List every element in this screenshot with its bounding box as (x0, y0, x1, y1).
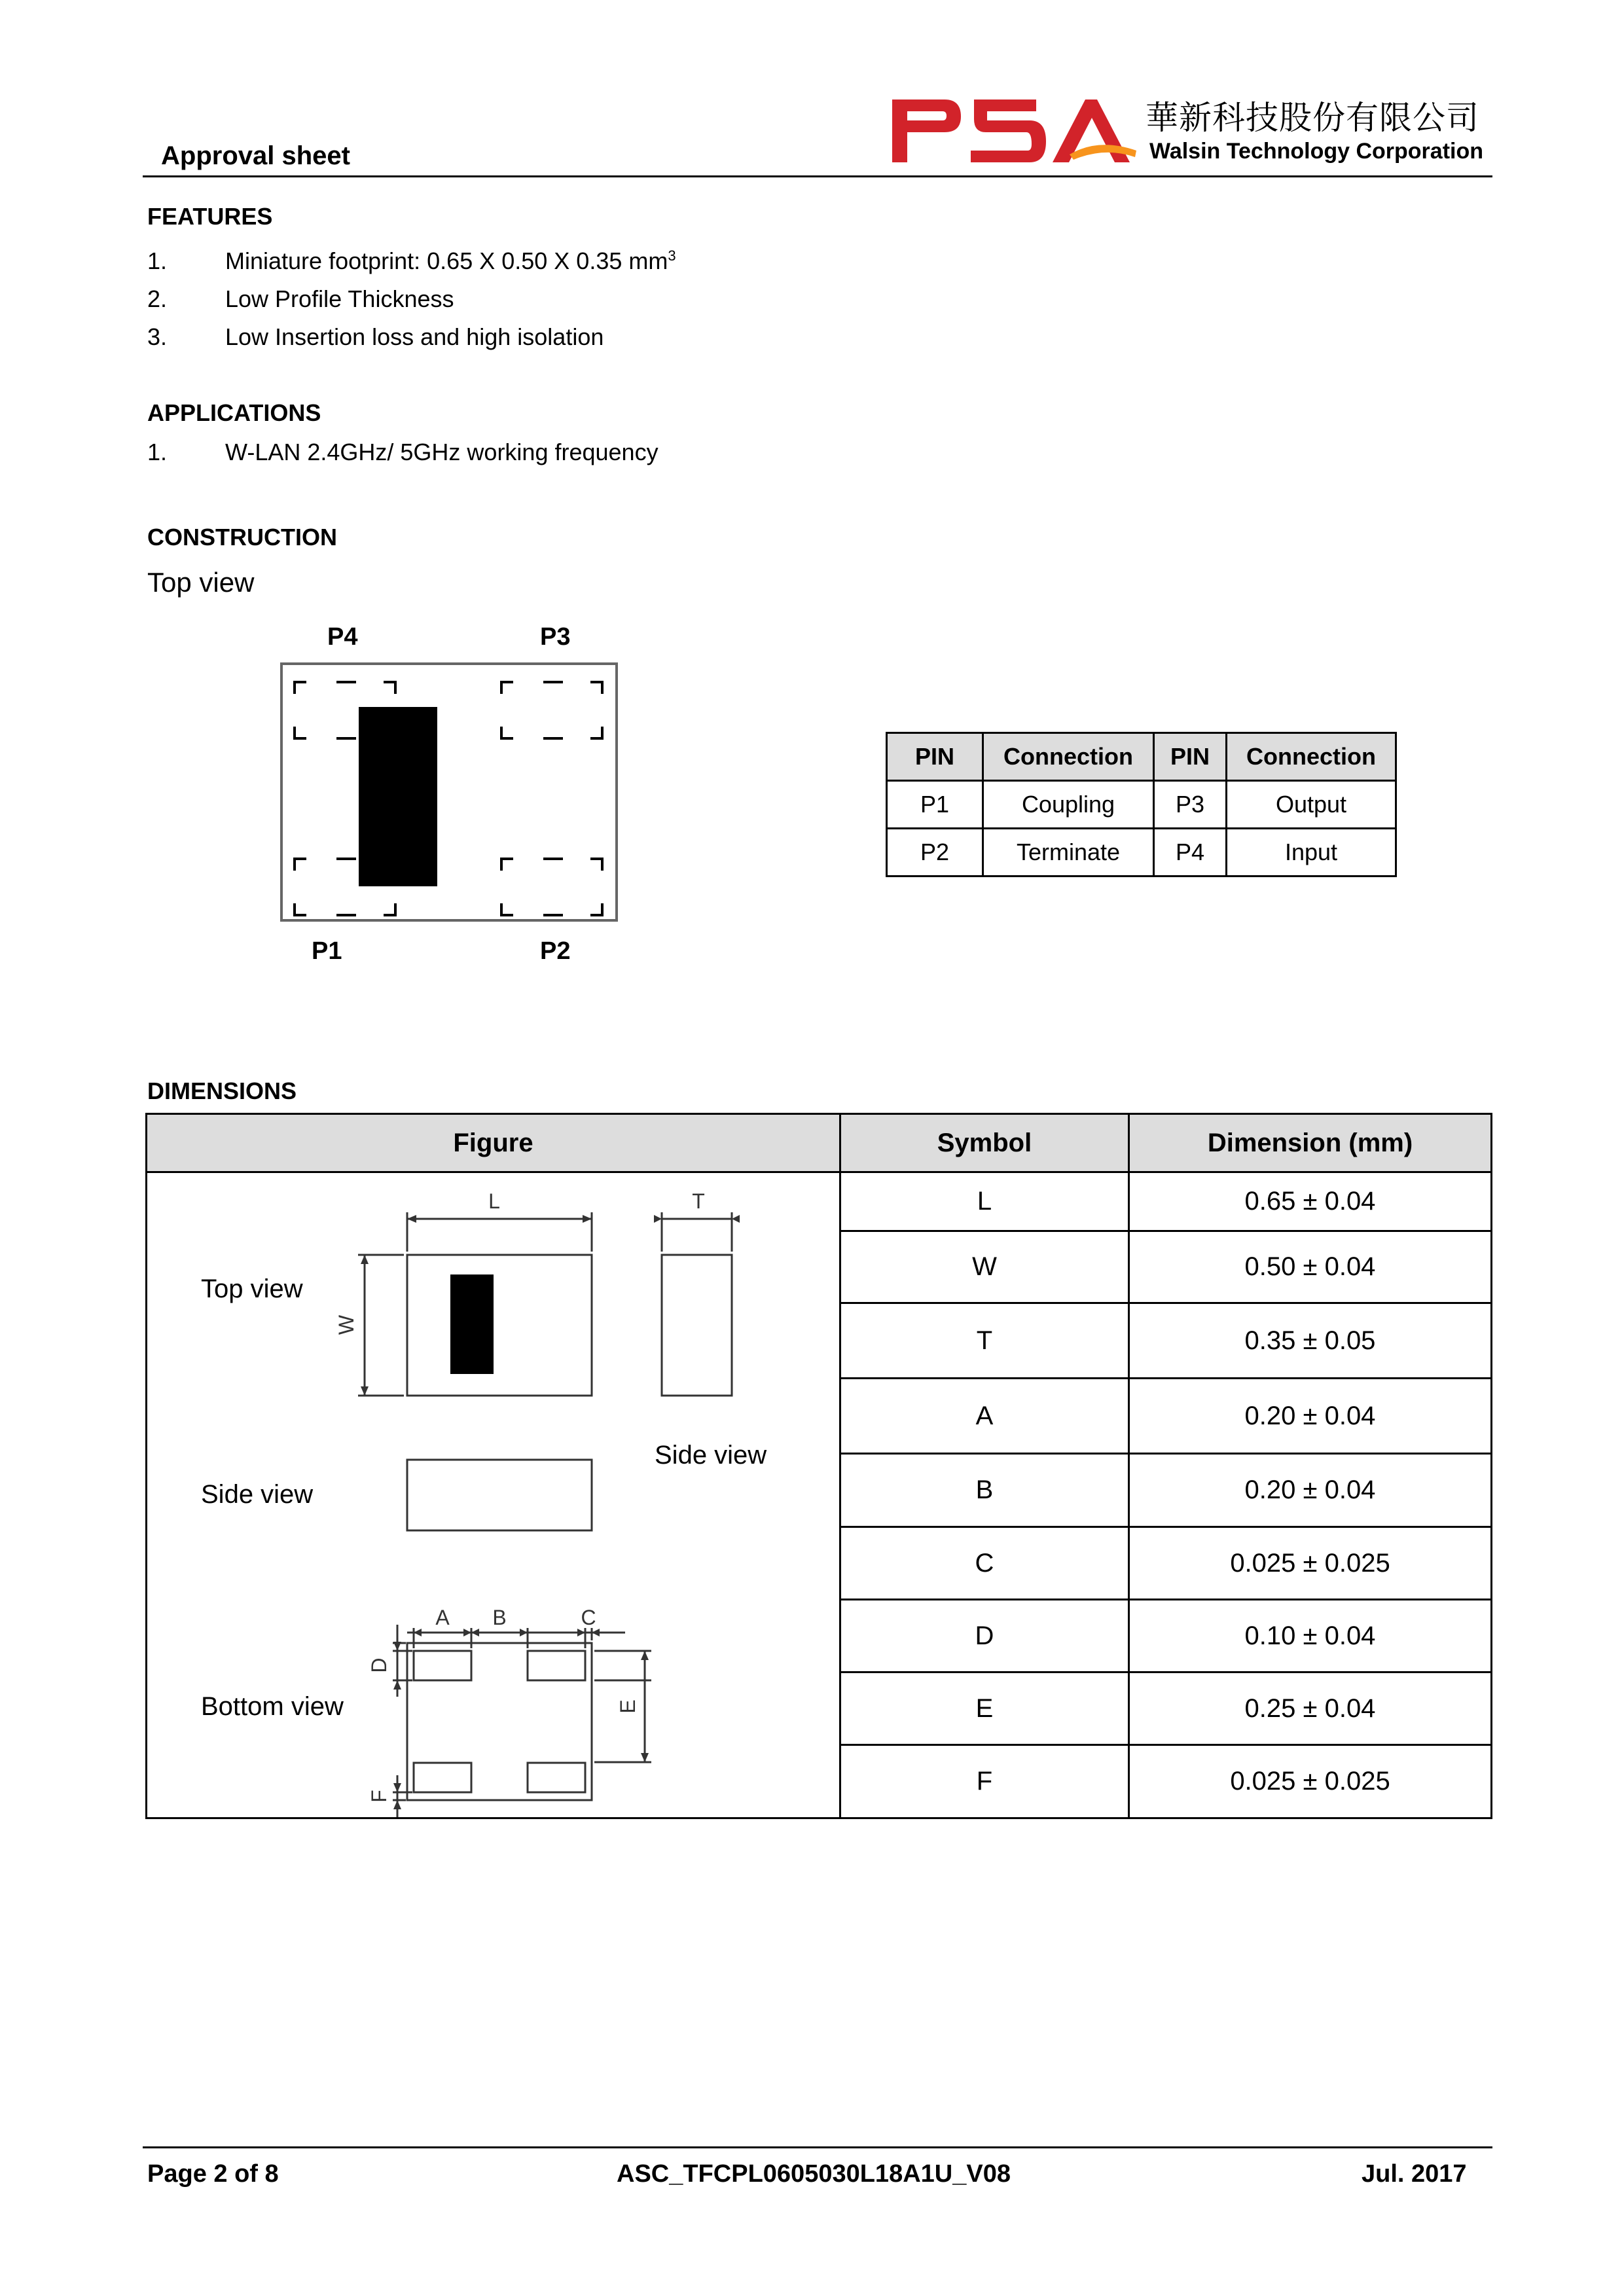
pin-table-header-connection-1: Connection (983, 733, 1154, 781)
company-name-english: Walsin Technology Corporation (1149, 139, 1483, 164)
figure-label-top-view: Top view (201, 1274, 303, 1303)
table-cell-value: 0.25 ± 0.04 (1129, 1672, 1492, 1745)
figure-label-side-view-right: Side view (655, 1441, 767, 1470)
application-1-text: W-LAN 2.4GHz/ 5GHz working frequency (225, 439, 659, 465)
dimensions-table (145, 1113, 1492, 1819)
table-cell-value: 0.025 ± 0.025 (1129, 1745, 1492, 1818)
construction-top-view-label: Top view (147, 567, 255, 598)
dim-letter-W: W (334, 1314, 358, 1335)
table-cell-symbol: E (840, 1672, 1129, 1745)
dim-letter-E: E (616, 1699, 640, 1714)
table-row (147, 1172, 1492, 1231)
table-cell: P4 (1154, 829, 1227, 876)
header-divider (143, 175, 1492, 177)
dim-letter-B: B (492, 1606, 507, 1629)
table-cell-value: 0.10 ± 0.04 (1129, 1600, 1492, 1672)
pin-label-p2: P2 (540, 937, 571, 965)
dim-letter-A: A (435, 1606, 450, 1629)
table-row (887, 781, 1396, 829)
dimension-drawing (147, 1173, 839, 1817)
table-cell-value: 0.20 ± 0.04 (1129, 1454, 1492, 1527)
table-cell: Output (1227, 781, 1396, 829)
table-cell-value: 0.35 ± 0.05 (1129, 1303, 1492, 1379)
figure-label-side-view-left: Side view (201, 1480, 314, 1509)
table-cell-value: 0.65 ± 0.04 (1129, 1172, 1492, 1231)
pin-table-header-pin-2: PIN (1154, 733, 1227, 781)
table-cell-symbol: C (840, 1527, 1129, 1600)
applications-title: APPLICATIONS (147, 399, 321, 426)
table-cell: Input (1227, 829, 1396, 876)
table-cell-value: 0.025 ± 0.025 (1129, 1527, 1492, 1600)
company-name-chinese: 華新科技股份有限公司 (1146, 99, 1479, 136)
dim-letter-L: L (488, 1189, 500, 1213)
pin-label-p3: P3 (540, 623, 571, 651)
table-cell-symbol: D (840, 1600, 1129, 1672)
pin-table-header-row (887, 733, 1396, 781)
features-title: FEATURES (147, 203, 273, 230)
footer-divider (143, 2146, 1492, 2148)
construction-title: CONSTRUCTION (147, 524, 337, 551)
pin-label-p4: P4 (327, 623, 358, 651)
table-cell-symbol: A (840, 1379, 1129, 1454)
dimensions-header-figure: Figure (147, 1114, 840, 1172)
pin-connection-table (886, 732, 1397, 877)
table-cell-symbol: F (840, 1745, 1129, 1818)
footer-page-number: Page 2 of 8 (147, 2160, 279, 2188)
table-cell-value: 0.20 ± 0.04 (1129, 1379, 1492, 1454)
table-cell-symbol: B (840, 1454, 1129, 1527)
pin-table-header-connection-2: Connection (1227, 733, 1396, 781)
dim-letter-C: C (581, 1606, 596, 1629)
dimensions-header-row (147, 1114, 1492, 1172)
table-cell-symbol: W (840, 1231, 1129, 1303)
document-title: Approval sheet (161, 141, 350, 170)
table-cell: P3 (1154, 781, 1227, 829)
feature-1-number: 1. (147, 247, 168, 274)
dim-letter-D: D (367, 1657, 391, 1673)
table-cell: P1 (887, 781, 983, 829)
table-cell-symbol: T (840, 1303, 1129, 1379)
table-cell: Terminate (983, 829, 1154, 876)
footer-date: Jul. 2017 (1362, 2160, 1467, 2188)
table-cell-symbol: L (840, 1172, 1129, 1231)
dimensions-figure-cell (147, 1172, 840, 1818)
construction-top-view-diagram (280, 662, 621, 924)
dimensions-header-symbol: Symbol (840, 1114, 1129, 1172)
application-1-number: 1. (147, 439, 168, 465)
feature-2-text: Low Profile Thickness (225, 285, 454, 312)
feature-3-text: Low Insertion loss and high isolation (225, 323, 604, 350)
dimensions-header-dimension: Dimension (mm) (1129, 1114, 1492, 1172)
pin-table-header-pin-1: PIN (887, 733, 983, 781)
table-row (887, 829, 1396, 876)
table-cell: P2 (887, 829, 983, 876)
dimensions-title: DIMENSIONS (147, 1077, 297, 1104)
dim-letter-T: T (692, 1189, 705, 1213)
feature-2-number: 2. (147, 285, 168, 312)
figure-label-bottom-view: Bottom view (201, 1692, 344, 1721)
superscript: 3 (668, 247, 676, 264)
table-cell-value: 0.50 ± 0.04 (1129, 1231, 1492, 1303)
dim-letter-F: F (367, 1790, 391, 1803)
psa-logo (889, 92, 1138, 170)
footer-document-id: ASC_TFCPL0605030L18A1U_V08 (617, 2160, 1011, 2188)
pin-label-p1: P1 (312, 937, 342, 965)
table-cell: Coupling (983, 781, 1154, 829)
feature-1-text: Miniature footprint: 0.65 X 0.50 X 0.35 $mm^3$ (225, 247, 676, 274)
feature-3-number: 3. (147, 323, 168, 350)
